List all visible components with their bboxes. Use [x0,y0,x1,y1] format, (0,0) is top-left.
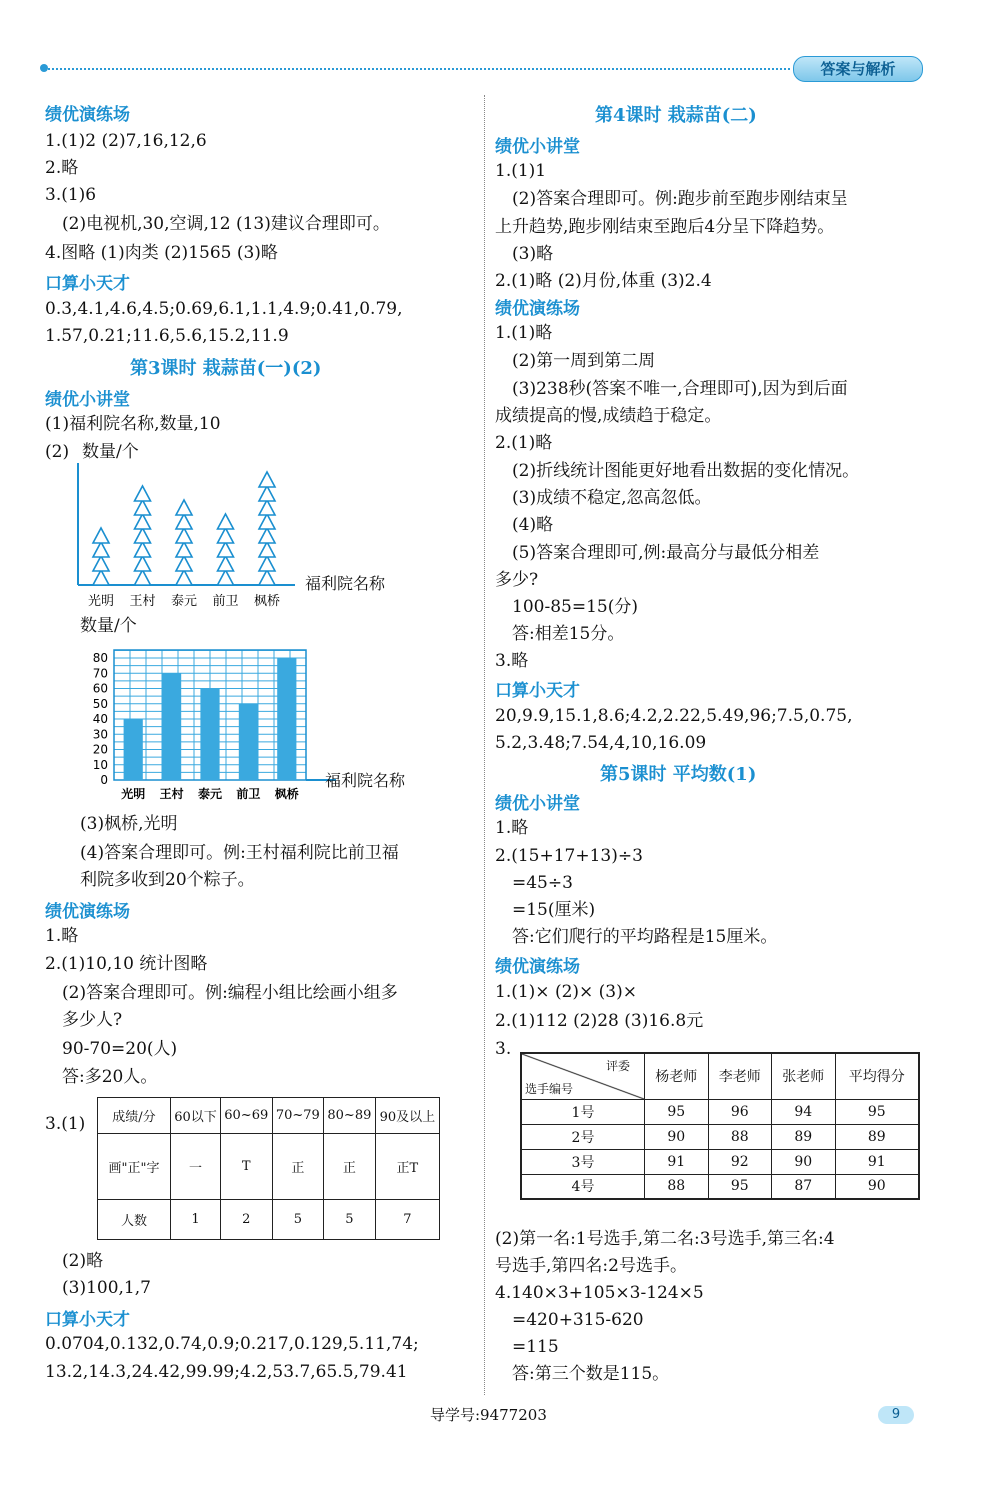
answer-line: 2.(15+17+13)÷3 [495,846,643,866]
table-corner-cell [521,1053,645,1099]
table-cell: T [220,1134,272,1200]
y-tick-label: 20 [92,742,108,757]
answer-line: (2)答案合理即可。例:编程小组比绘画小组多 [62,983,398,1003]
section-heading: 口算小天才 [45,274,130,294]
section-heading: 绩优小讲堂 [495,137,580,157]
table-cell: 杨老师 [645,1053,709,1099]
section-heading: 口算小天才 [45,1310,130,1330]
table-row [521,1174,919,1199]
answer-line: 2.(1)10,10 统计图略 [45,954,208,974]
table-cell: 3号 [521,1149,645,1174]
triangle-mark [135,514,151,529]
triangle-mark [93,570,109,585]
header-rule [45,68,790,70]
triangle-mark [218,556,234,571]
pictograph-category-label: 王村 [129,594,156,609]
triangle-mark [176,528,192,543]
answer-line: (2)第一周到第二周 [512,351,656,371]
table-row [521,1124,919,1149]
pictograph-category-label: 枫桥 [253,594,281,609]
section-heading: 绩优演练场 [45,105,130,125]
table-cell: 张老师 [772,1053,836,1099]
y-tick-label: 30 [92,727,108,742]
answer-line: 13.2,14.3,24.42,99.99;4.2,53.7,65.5,79.41 [45,1362,408,1382]
table-cell: 成绩/分 [98,1098,171,1134]
answer-line: 3. [495,1039,512,1059]
table-cell: 96 [708,1099,772,1124]
table-row [521,1149,919,1174]
pictograph-ylabel: 数量/个 [82,442,139,462]
bar-category-label: 泰元 [197,787,223,801]
judge-score-table [520,1052,920,1200]
answer-line: (3)枫桥,光明 [80,814,178,834]
table-cell: 5 [272,1200,324,1240]
section-heading: 绩优演练场 [45,902,130,922]
bar-category-label: 王村 [159,787,184,801]
answer-line: 成绩提高的慢,成绩趋于稳定。 [495,406,722,426]
answer-line: 1.略 [495,818,529,838]
page-number: 9 [878,1406,914,1424]
answer-line: 90-70=20(人) [62,1039,178,1059]
pictograph-category-label: 泰元 [170,594,198,609]
table-cell: 90及以上 [375,1098,439,1134]
lesson-title: 第5课时 平均数(1) [600,764,757,785]
section-heading: 绩优演练场 [495,299,580,319]
table-cell: 1号 [521,1099,645,1124]
answer-line: (2)折线统计图能更好地看出数据的变化情况。 [512,461,860,481]
triangle-mark [176,542,192,557]
answer-line: 2.略 [45,158,79,178]
triangle-mark [218,570,234,585]
section-heading: 口算小天才 [495,681,580,701]
bar-chart-ylabel: 数量/个 [80,616,137,636]
corner-label-player: 选手编号 [525,1081,574,1096]
section-heading: 绩优小讲堂 [495,794,580,814]
table-cell: 95 [708,1174,772,1199]
lesson-title: 第4课时 栽蒜苗(二) [595,105,757,126]
column-divider [484,95,485,1395]
table-cell: 88 [708,1124,772,1149]
answer-line: 1.57,0.21;11.6,5.6,15.2,11.9 [45,326,289,346]
answer-badge: 答案与解析 [793,56,923,82]
answer-line: 100-85=15(分) [512,597,638,617]
answer-line: 2.(1)略 [495,433,553,453]
bar-category-label: 枫桥 [274,787,299,801]
triangle-mark [93,528,109,543]
bar [277,658,296,780]
y-tick-label: 10 [92,757,108,772]
answer-line: =15(厘米) [512,900,596,920]
answer-line: 4.图略 (1)肉类 (2)1565 (3)略 [45,243,278,263]
table-cell: 90 [772,1149,836,1174]
table-cell: 90 [645,1124,709,1149]
table-cell: 2 [220,1200,272,1240]
answer-line: 答:相差15分。 [512,624,625,644]
triangle-mark [176,556,192,571]
answer-line: 1.(1)1 [495,161,547,181]
table-cell: 94 [772,1099,836,1124]
answer-line: (1)福利院名称,数量,10 [45,414,221,434]
answer-line: 4.140×3+105×3-124×5 [495,1283,704,1303]
y-tick-label: 40 [92,712,108,726]
answer-line: 2.(1)略 (2)月份,体重 (3)2.4 [495,271,712,291]
answer-line: 3.略 [495,651,529,671]
table-cell: 4号 [521,1174,645,1199]
triangle-mark [93,556,109,571]
table-cell: 画"正"字 [98,1134,171,1200]
bar-category-label: 前卫 [236,787,261,801]
triangle-mark [218,514,234,529]
answer-line: (3)100,1,7 [62,1278,151,1298]
bar [239,704,258,780]
corner-label-judge: 评委 [605,1059,630,1073]
triangle-mark [218,542,234,557]
lesson-title: 第3课时 栽蒜苗(一)(2) [130,358,322,379]
table-cell: 89 [835,1124,919,1149]
answer-line: (2) [45,442,70,462]
triangle-mark [135,486,151,501]
table-cell: 80~89 [324,1098,376,1134]
answer-line: 3.(1) [45,1114,86,1134]
answer-line: 1.(1)× (2)× (3)× [495,982,638,1002]
triangle-mark [259,514,275,529]
answer-line: (4)略 [512,515,554,535]
answer-line: 2.(1)112 (2)28 (3)16.8元 [495,1011,704,1031]
triangle-mark [259,486,275,501]
table-cell: 2号 [521,1124,645,1149]
answer-line: (3)略 [512,244,554,264]
table-row [98,1134,440,1200]
triangle-mark [259,542,275,557]
table-cell: 一 [171,1134,221,1200]
answer-line: 0.3,4.1,4.6,4.5;0.69,6.1,1.1,4.9;0.41,0.79, [45,299,403,319]
pictograph-category-label: 前卫 [212,594,239,609]
bar [162,673,181,780]
triangle-mark [135,528,151,543]
answer-line: 1.(1)2 (2)7,16,12,6 [45,131,207,151]
triangle-mark [176,570,192,585]
table-cell: 人数 [98,1200,171,1240]
table-cell: 1 [171,1200,221,1240]
triangle-mark [259,528,275,543]
answer-line: (2)第一名:1号选手,第二名:3号选手,第三名:4 [495,1229,835,1249]
answer-line: (3)成绩不稳定,忽高忽低。 [512,488,712,508]
table-cell: 正 [324,1134,376,1200]
triangle-mark [135,500,151,515]
answer-line: (3)238秒(答案不唯一,合理即可),因为到后面 [512,379,848,399]
y-tick-label: 80 [92,651,108,665]
table-cell: 92 [708,1149,772,1174]
y-tick-label: 70 [92,666,108,681]
answer-line: 0.0704,0.132,0.74,0.9;0.217,0.129,5.11,74; [45,1334,419,1354]
table-cell: 正T [375,1134,439,1200]
triangle-mark [259,500,275,515]
answer-line: 答:它们爬行的平均路程是15厘米。 [512,927,778,947]
table-cell: 李老师 [708,1053,772,1099]
guide-code: 导学号:9477203 [430,1406,547,1424]
bar [124,719,143,780]
table-cell: 60以下 [171,1098,221,1134]
table-cell: 95 [645,1099,709,1124]
y-tick-label: 0 [100,773,108,787]
triangle-mark [135,570,151,585]
answer-line: 20,9.9,15.1,8.6;4.2,2.22,5.49,96;7.5,0.75, [495,706,853,726]
table-row [521,1099,919,1124]
answer-line: (4)答案合理即可。例:王村福利院比前卫福 [80,843,399,863]
table-cell: 88 [645,1174,709,1199]
answer-line: 利院多收到20个粽子。 [80,870,255,890]
section-heading: 绩优小讲堂 [45,390,130,410]
triangle-mark [176,514,192,529]
table-row [98,1200,440,1240]
answer-line: 上升趋势,跑步刚结束至跑后4分呈下降趋势。 [495,217,835,237]
answer-line: 5.2,3.48;7.54,4,10,16.09 [495,733,707,753]
table-cell: 91 [645,1149,709,1174]
answer-line: =45÷3 [512,873,573,893]
answer-line: 答:第三个数是115。 [512,1364,670,1384]
table-cell: 70~79 [272,1098,324,1134]
answer-line: 1.(1)略 [495,323,553,343]
answer-line: 多少人? [62,1010,123,1030]
answer-line: (2)答案合理即可。例:跑步前至跑步刚结束呈 [512,189,848,209]
answer-line: 答:多20人。 [62,1067,158,1087]
table-cell: 91 [835,1149,919,1174]
answer-line: 号选手,第四名:2号选手。 [495,1256,687,1276]
y-tick-label: 50 [92,696,108,711]
grade-tally-table [97,1097,440,1240]
bar-chart-xlabel: 福利院名称 [325,771,406,790]
pictograph-xlabel: 福利院名称 [305,574,386,593]
answer-line: (2)略 [62,1251,104,1271]
table-cell: 89 [772,1124,836,1149]
triangle-mark [259,556,275,571]
table-cell: 90 [835,1174,919,1199]
table-cell: 87 [772,1174,836,1199]
table-header-row [521,1053,919,1099]
pictograph-category-label: 光明 [87,594,115,609]
table-cell: 95 [835,1099,919,1124]
triangle-mark [259,472,275,487]
answer-line: 1.略 [45,926,79,946]
bar [200,689,219,781]
triangle-mark [135,556,151,571]
answer-line: =115 [512,1337,559,1357]
table-cell: 60~69 [220,1098,272,1134]
triangle-mark [93,542,109,557]
triangle-mark [259,570,275,585]
section-heading: 绩优演练场 [495,957,580,977]
table-cell: 7 [375,1200,439,1240]
triangle-mark [135,542,151,557]
table-header-row [98,1098,440,1134]
answer-line: (2)电视机,30,空调,12 (13)建议合理即可。 [62,214,390,234]
triangle-mark [218,528,234,543]
table-cell: 5 [324,1200,376,1240]
answer-line: (5)答案合理即可,例:最高分与最低分相差 [512,543,820,563]
answer-line: 多少? [495,570,539,590]
triangle-mark [176,500,192,515]
table-cell: 正 [272,1134,324,1200]
answer-line: =420+315-620 [512,1310,644,1330]
answer-line: 3.(1)6 [45,185,97,205]
table-cell: 平均得分 [835,1053,919,1099]
y-tick-label: 60 [92,681,108,696]
bar-category-label: 光明 [121,787,146,801]
